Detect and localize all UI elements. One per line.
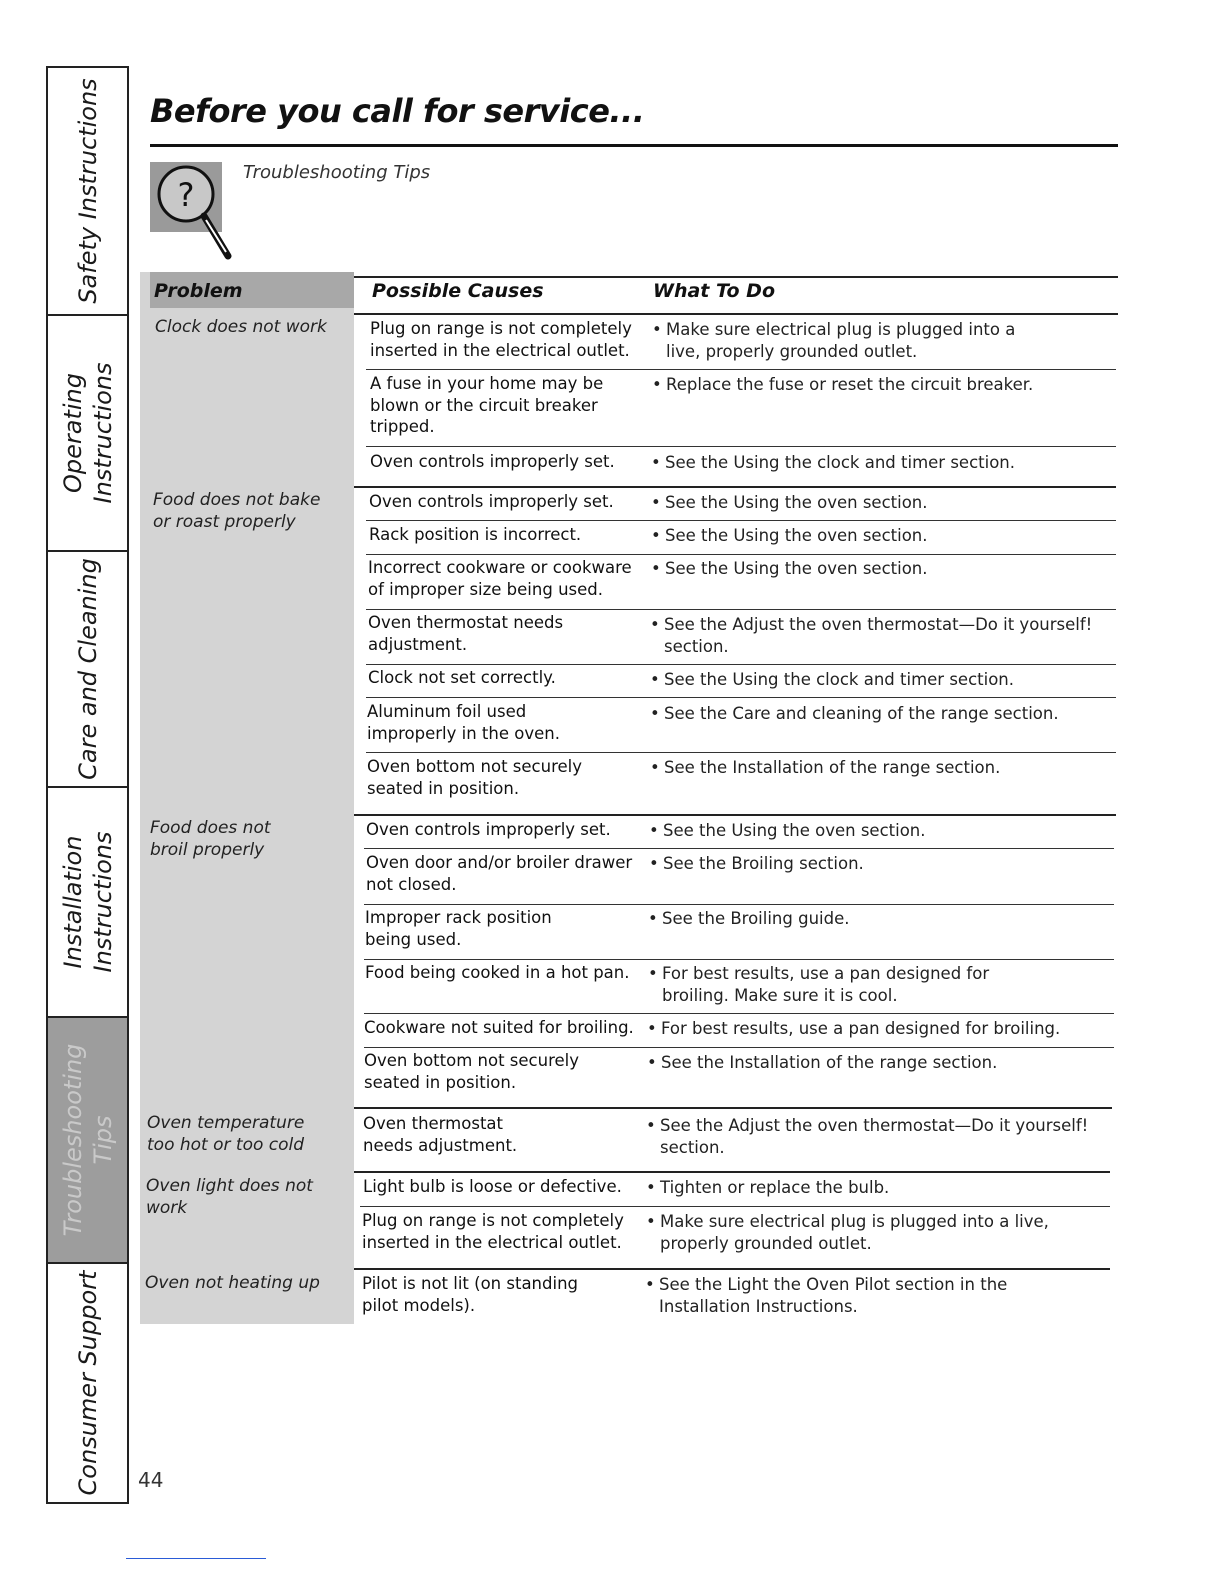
cause-text: Rack position is incorrect.	[369, 525, 582, 544]
todo-text: • See the Broiling guide.	[648, 908, 1122, 930]
todo-text: • See the Using the oven section.	[649, 820, 1123, 842]
table-rule	[366, 752, 1116, 753]
cause-text: Oven door and/or broiler drawer not closed.	[366, 853, 633, 894]
cause-text: A fuse in your home may be blown or the circuit breaker tripped.	[370, 374, 604, 436]
tab-installation-instructions[interactable]	[48, 788, 127, 1018]
cause-text: Oven bottom not securely seated in position.	[364, 1051, 579, 1092]
column-header-problem: Problem	[154, 280, 243, 302]
tab-consumer-support[interactable]	[48, 1264, 127, 1502]
tab-operating-instructions[interactable]	[48, 316, 127, 552]
table-rule	[364, 1047, 1114, 1048]
tab-label: Operating Instructions	[58, 362, 117, 504]
cause-text: Oven controls improperly set.	[370, 452, 615, 471]
problem-label: Food does not broil properly	[150, 818, 271, 860]
problem-label: Oven not heating up	[145, 1273, 320, 1293]
problem-label: Oven light does not work	[146, 1176, 313, 1218]
tab-label: Troubleshooting Tips	[58, 1043, 117, 1237]
table-rule	[354, 1171, 1110, 1173]
table-rule	[354, 313, 1118, 315]
table-rule	[366, 664, 1116, 665]
page-number: 44	[138, 1468, 164, 1492]
cause-text: Clock not set correctly.	[368, 668, 556, 687]
table-rule	[366, 369, 1116, 370]
cause-text: Oven controls improperly set.	[366, 820, 611, 839]
cause-text: Plug on range is not completely inserted in the electrical outlet.	[370, 319, 632, 360]
cause-text: Oven bottom not securely seated in position.	[367, 757, 582, 798]
todo-text: • Tighten or replace the bulb.	[646, 1177, 1120, 1199]
problem-label: Food does not bake or roast properly	[153, 490, 321, 532]
svg-text:?: ?	[177, 176, 195, 214]
cause-text: Pilot is not lit (on standing pilot models).	[362, 1274, 578, 1315]
todo-text: • Make sure electrical plug is plugged into a live, properly grounded outlet.	[652, 319, 1046, 362]
table-rule	[360, 1206, 1110, 1207]
cause-text: Improper rack position being used.	[365, 908, 552, 949]
magnifier-question-icon	[150, 160, 236, 264]
todo-text: • See the Using the clock and timer section.	[650, 669, 1124, 691]
page-title: Before you call for service...	[150, 92, 645, 130]
tab-safety-instructions[interactable]	[48, 68, 127, 316]
todo-text: • See the Installation of the range section.	[650, 757, 1124, 779]
table-rule	[366, 446, 1116, 447]
cause-text: Plug on range is not completely inserted in the electrical outlet.	[362, 1211, 624, 1252]
todo-text: • See the Light the Oven Pilot section in the Installation Instructions.	[645, 1274, 1079, 1317]
todo-text: • See the Using the oven section.	[651, 525, 1125, 547]
todo-text: • See the Adjust the oven thermostat—Do it yourself! section.	[646, 1115, 1120, 1158]
footer-rule	[126, 1558, 266, 1559]
cause-text: Aluminum foil used improperly in the oven.	[367, 702, 560, 743]
todo-text: • See the Using the clock and timer section.	[651, 452, 1125, 474]
problem-label: Clock does not work	[155, 317, 327, 337]
side-tab-column	[46, 66, 129, 1504]
cause-text: Oven thermostat needs adjustment.	[368, 613, 564, 654]
table-rule	[366, 554, 1116, 555]
cause-text: Oven thermostat needs adjustment.	[363, 1114, 518, 1155]
table-rule	[364, 904, 1114, 905]
table-rule	[354, 814, 1116, 816]
todo-text: • See the Using the oven section.	[651, 558, 1125, 580]
cause-text: Oven controls improperly set.	[369, 492, 614, 511]
section-subtitle: Troubleshooting Tips	[243, 162, 431, 183]
title-divider	[150, 144, 1118, 147]
tab-label: Care and Cleaning	[73, 558, 102, 780]
column-header-todo: What To Do	[653, 280, 776, 302]
todo-text: • See the Installation of the range section.	[647, 1052, 1121, 1074]
problem-label: Oven temperature too hot or too cold	[147, 1113, 305, 1155]
table-rule	[354, 1268, 1110, 1270]
table-rule	[364, 959, 1114, 960]
table-rule	[366, 609, 1116, 610]
tab-troubleshooting-tips[interactable]	[48, 1018, 127, 1264]
todo-text: • Replace the fuse or reset the circuit breaker.	[652, 374, 1126, 396]
tab-label: Installation Instructions	[58, 831, 117, 973]
table-rule	[354, 1107, 1112, 1109]
table-rule	[354, 276, 1118, 278]
todo-text: • See the Using the oven section.	[651, 492, 1125, 514]
todo-text: • See the Broiling section.	[649, 853, 1123, 875]
cause-text: Food being cooked in a hot pan.	[365, 963, 630, 982]
tab-label: Safety Instructions	[73, 78, 102, 304]
cause-text: Cookware not suited for broiling.	[364, 1018, 634, 1037]
todo-text: • See the Care and cleaning of the range section.	[650, 703, 1124, 725]
todo-text: • For best results, use a pan designed for broiling.	[647, 1018, 1121, 1040]
tab-label: Consumer Support	[73, 1270, 102, 1496]
tab-care-and-cleaning[interactable]	[48, 552, 127, 788]
cause-text: Incorrect cookware or cookware of improper size being used.	[368, 558, 632, 599]
todo-text: • For best results, use a pan designed for broiling. Make sure it is cool.	[648, 963, 1042, 1006]
todo-text: • See the Adjust the oven thermostat—Do it yourself! section.	[650, 614, 1124, 657]
table-rule	[364, 1013, 1114, 1014]
table-rule	[366, 520, 1116, 521]
table-rule	[354, 486, 1116, 488]
todo-text: • Make sure electrical plug is plugged into a live, properly grounded outlet.	[646, 1211, 1100, 1254]
column-header-causes: Possible Causes	[372, 280, 544, 302]
table-rule	[366, 697, 1116, 698]
problem-column-shading	[140, 272, 354, 1324]
cause-text: Light bulb is loose or defective.	[363, 1177, 622, 1196]
table-rule	[364, 848, 1114, 849]
